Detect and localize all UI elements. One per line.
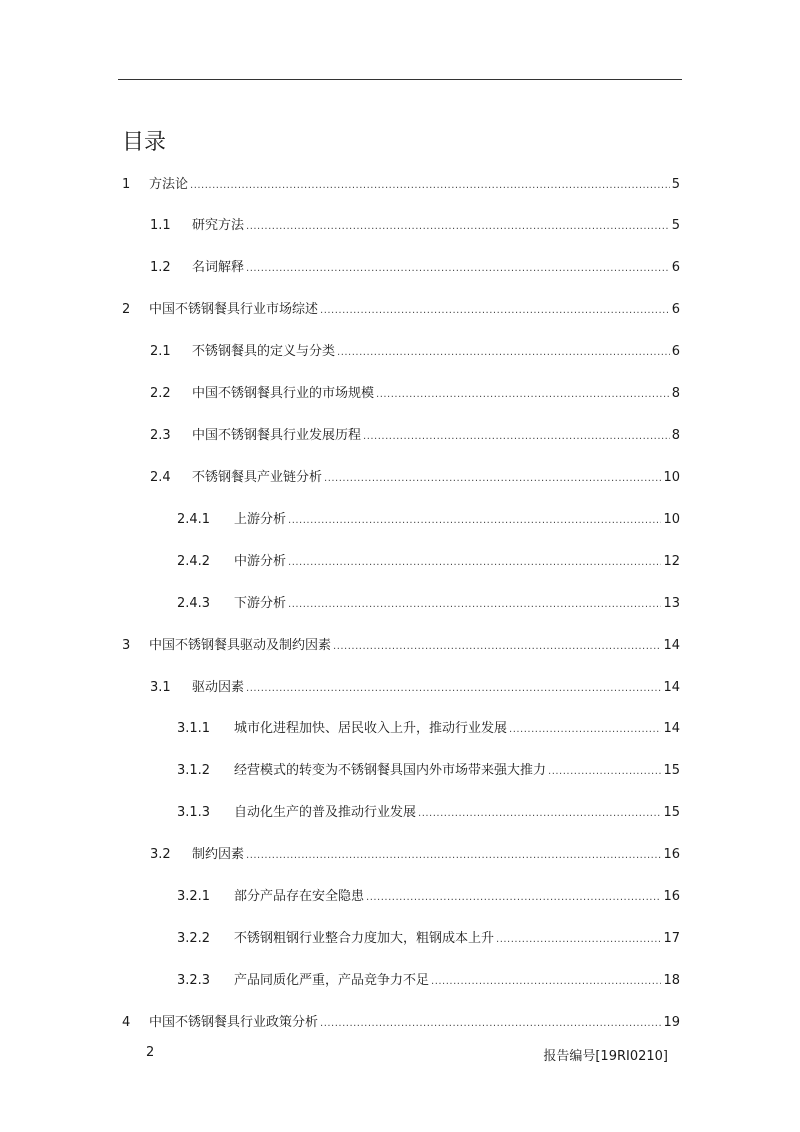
toc-leader-dots — [333, 637, 661, 656]
toc-entry[interactable] — [177, 804, 680, 823]
toc-leader-dots — [288, 553, 661, 572]
toc-entry-page: 6 — [671, 302, 680, 317]
toc-entry[interactable] — [177, 888, 680, 907]
toc-entry-number: 3.2 — [150, 847, 171, 862]
toc-entry-page: 10 — [663, 470, 680, 485]
toc-leader-dots — [324, 469, 661, 488]
toc-entry-page: 13 — [663, 596, 680, 611]
toc-entry-page: 15 — [663, 763, 680, 778]
toc-entry-text: 城市化进程加快、居民收入上升，推动行业发展 — [234, 721, 508, 736]
toc-entry[interactable] — [150, 846, 680, 865]
toc-entry-page: 15 — [663, 805, 680, 820]
toc-entry-page: 8 — [671, 428, 680, 443]
toc-entry[interactable] — [150, 259, 680, 278]
toc-entry-text: 中国不锈钢餐具行业市场综述 — [149, 302, 319, 317]
toc-entry-number: 1.2 — [150, 260, 171, 275]
toc-entry-number: 1.1 — [150, 218, 171, 233]
toc-entry[interactable] — [177, 930, 680, 949]
toc-leader-dots — [320, 301, 670, 320]
toc-entry[interactable] — [177, 720, 680, 739]
toc-entry-number: 2.4.1 — [177, 512, 211, 527]
footer-page-number: 2 — [146, 1045, 155, 1060]
toc-entry-number: 3.1.3 — [177, 805, 211, 820]
toc-title: 目录 — [122, 130, 167, 155]
toc-entry-text: 中国不锈钢餐具驱动及制约因素 — [149, 638, 332, 653]
toc-leader-dots — [509, 720, 661, 739]
toc-entry-number: 3.2.1 — [177, 889, 211, 904]
toc-leader-dots — [431, 972, 661, 991]
toc-leader-dots — [496, 930, 661, 949]
footer-report-code: 报告编号[19RI0210] — [543, 1049, 668, 1064]
toc-leader-dots — [320, 1014, 661, 1033]
toc-entry-number: 3.2.3 — [177, 973, 211, 988]
toc-entry-number: 2.4.2 — [177, 554, 211, 569]
toc-entry-text: 上游分析 — [234, 512, 287, 527]
toc-leader-dots — [246, 217, 670, 236]
toc-entry-number: 2.2 — [150, 386, 171, 401]
toc-leader-dots — [337, 343, 670, 362]
toc-entry-page: 8 — [671, 386, 680, 401]
header-rule — [118, 79, 682, 80]
toc-entry-text: 不锈钢餐具产业链分析 — [192, 470, 323, 485]
toc-entry-page: 16 — [663, 847, 680, 862]
toc-entry-text: 名词解释 — [192, 260, 245, 275]
toc-entry-page: 16 — [663, 889, 680, 904]
toc-entry-number: 4 — [122, 1015, 131, 1030]
toc-entry-text: 中国不锈钢餐具行业发展历程 — [192, 428, 362, 443]
toc-entry-number: 2.1 — [150, 344, 171, 359]
toc-entry-page: 17 — [663, 931, 680, 946]
toc-leader-dots — [246, 846, 661, 865]
toc-entry[interactable] — [177, 511, 680, 530]
toc-entry-number: 3.1 — [150, 680, 171, 695]
toc-entry[interactable] — [122, 637, 680, 656]
toc-entry-number: 2.3 — [150, 428, 171, 443]
toc-entry[interactable] — [177, 595, 680, 614]
toc-entry-number: 2.4 — [150, 470, 171, 485]
toc-entry-text: 中游分析 — [234, 554, 287, 569]
toc-entry-number: 3.2.2 — [177, 931, 211, 946]
toc-entry-number: 2 — [122, 302, 131, 317]
toc-entry[interactable] — [150, 343, 680, 362]
toc-entry-page: 6 — [671, 260, 680, 275]
toc-entry-page: 5 — [671, 177, 680, 192]
toc-leader-dots — [190, 176, 670, 195]
toc-leader-dots — [376, 385, 670, 404]
toc-leader-dots — [548, 762, 661, 781]
toc-entry-text: 自动化生产的普及推动行业发展 — [234, 805, 417, 820]
toc-entry-text: 方法论 — [149, 177, 189, 192]
toc-entry[interactable] — [150, 217, 680, 236]
toc-entry-number: 1 — [122, 177, 131, 192]
toc-entry-text: 经营模式的转变为不锈钢餐具国内外市场带来强大推力 — [234, 763, 547, 778]
toc-entry-page: 14 — [663, 638, 680, 653]
toc-entry-page: 5 — [671, 218, 680, 233]
toc-entry-page: 10 — [663, 512, 680, 527]
toc-entry-page: 14 — [663, 721, 680, 736]
toc-entry-number: 2.4.3 — [177, 596, 211, 611]
toc-entry-number: 3.1.2 — [177, 763, 211, 778]
toc-entry[interactable] — [122, 1014, 680, 1033]
toc-entry-page: 6 — [671, 344, 680, 359]
toc-entry-text: 产品同质化严重，产品竞争力不足 — [234, 973, 430, 988]
toc-entry[interactable] — [150, 427, 680, 446]
toc-entry-text: 不锈钢餐具的定义与分类 — [192, 344, 336, 359]
toc-entry[interactable] — [150, 469, 680, 488]
toc-entry-text: 驱动因素 — [192, 680, 245, 695]
toc-entry-text: 中国不锈钢餐具行业政策分析 — [149, 1015, 319, 1030]
toc-leader-dots — [288, 595, 661, 614]
toc-entry-text: 中国不锈钢餐具行业的市场规模 — [192, 386, 375, 401]
toc-leader-dots — [418, 804, 661, 823]
toc-entry-page: 14 — [663, 680, 680, 695]
toc-leader-dots — [366, 888, 661, 907]
toc-entry[interactable] — [177, 972, 680, 991]
toc-entry[interactable] — [150, 385, 680, 404]
toc-entry-text: 研究方法 — [192, 218, 245, 233]
toc-entry-number: 3.1.1 — [177, 721, 211, 736]
toc-entry[interactable] — [177, 762, 680, 781]
toc-entry-number: 3 — [122, 638, 131, 653]
toc-entry[interactable] — [177, 553, 680, 572]
toc-leader-dots — [288, 511, 661, 530]
toc-entry-text: 制约因素 — [192, 847, 245, 862]
toc-entry-text: 不锈钢粗钢行业整合力度加大，粗钢成本上升 — [234, 931, 495, 946]
toc-leader-dots — [363, 427, 670, 446]
toc-entry-page: 19 — [663, 1015, 680, 1030]
toc-leader-dots — [246, 259, 670, 278]
toc-entry-text: 下游分析 — [234, 596, 287, 611]
toc-entry-page: 18 — [663, 973, 680, 988]
toc-entry[interactable] — [122, 301, 680, 320]
toc-entry-page: 12 — [663, 554, 680, 569]
toc-entry[interactable] — [122, 176, 680, 195]
toc-leader-dots — [246, 679, 661, 698]
toc-entry[interactable] — [150, 679, 680, 698]
toc-entry-text: 部分产品存在安全隐患 — [234, 889, 365, 904]
